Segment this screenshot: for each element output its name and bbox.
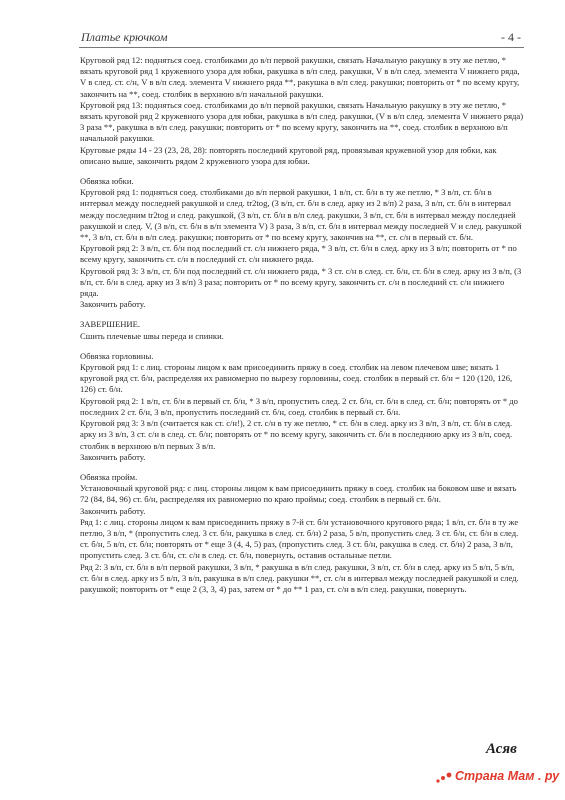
author-signature: Асяв xyxy=(486,741,517,757)
paragraph: Круговые ряды 14 - 23 (23, 28, 28): повторять последний круговой ряд, провязывая кружевной узор для юбки, как описано выше, закончить рядом 2 кружевного узора для юбки. xyxy=(80,144,497,166)
paragraph: Круговой ряд 2: 3 в/п, ст. б/н под последний ст. с/н нижнего ряда, * 3 в/п, ст. б/н в след. арку из 3 в/п; повторить от * по всему кругу, закончить ст. с/н в последний ст. с/н нижнего ряда. xyxy=(80,243,517,265)
paragraph: Круговой ряд 1: подняться соед. столбиками до в/п первой ракушки, 1 в/п, ст. б/н в ту же петлю, * 3 в/п, ст. б/н в интервал между последней ракушкой и след. tr2tog, (3 в/п, ст. б/н в след. арку из 2 в/п) 2 раза, 3 в/п, ст. б/н в интервал между последним tr2tog и след. ракушкой, (3 в/п, ст. б/н в в/п след. ракушки, 3 в/п, ст. б/н в интервал между последней ракушкой и след. V, (3 в/п, ст. б/н в в/п элемента V) 3 раза, 3 в/п, ст. б/н в интервал между последней V и след. ракушкой **, 3 в/п, ст. б/н в в/п след. ракушки; повторить от * по всему кругу, закончив на **, ст. с/н в первый ст. б/н. xyxy=(80,187,522,243)
paragraph: ЗАВЕРШЕНИЕ. xyxy=(80,319,141,330)
paragraph: Закончить работу. xyxy=(80,299,146,310)
paragraph-gap xyxy=(80,167,525,176)
header-rule xyxy=(79,47,524,48)
paragraph: Обвязка горловины. xyxy=(80,350,154,361)
page-number: - 4 - xyxy=(501,30,521,44)
paragraph-gap xyxy=(80,310,525,319)
paragraph: Закончить работу. xyxy=(80,451,146,462)
paragraph-gap xyxy=(80,342,525,351)
watermark-text: Страна Мам . ру xyxy=(455,769,560,783)
page-header xyxy=(81,30,521,48)
paragraph-gap xyxy=(80,463,525,472)
paragraph: Сшить плечевые швы переда и спинки. xyxy=(80,330,224,341)
watermark-dots-icon xyxy=(435,772,453,784)
paragraph: Обвязка пройм. xyxy=(80,471,138,482)
paragraph: Закончить работу. xyxy=(80,505,146,516)
paragraph: Ряд 2: 3 в/п, ст. б/н в в/п первой ракушки, 3 в/п, * ракушка в в/п след. ракушки, 3 в/п, ст. б/н в след. арку из 5 в/п, 5 в/п, ст. б/н в след. арку из 5 в/п, 3 в/п, ракушка в в/п след. ракушки **, ст. с/н в интервал между последней ракушкой и след. ракушкой; повторить от * еще 2 (3, 3, 4) раз, затем от * до ** 1 раз, ст. с/н в в/п след. ракушки, повернуть. xyxy=(80,561,519,594)
site-watermark xyxy=(455,769,559,787)
paragraph: Установочный круговой ряд: с лиц. стороны лицом к вам присоединить пряжу в соед. столбик на боковом шве и вязать 72 (84, 84, 96) ст. б/н, распределяя их равномерно по краю проймы; соед. столбик в первый ст. б/н. xyxy=(80,483,517,505)
paragraph: Круговой ряд 3: 3 в/п, ст. б/н под последний ст. с/н нижнего ряда, * 3 ст. с/н в след. ст. б/н, ст. б/н в след. арку из 3 в/п, (3 в/п, ст. б/н в след. арку из 3 в/п) 3 раза; повторить от * по всему кругу, закончить ст. с/н в последний ст. с/н нижнего ряда. xyxy=(80,265,522,299)
paragraph: Ряд 1: с лиц. стороны лицом к вам присоединить пряжу в 7-й ст. б/н установочного кругового ряда; 1 в/п, ст. б/н в ту же петлю, 3 в/п, * (пропустить след. 3 ст. б/н, ракушка в след. ст. б/н) 2 раза, 5 в/п, пропустить след. 3 ст. б/н, ст. б/н в след. ст. б/н, 5 в/п, ст. б/н; повторять от * еще 3 (4, 4, 5) раз, (пропустить след. 3 ст. б/н, ракушка в след. ст. б/н) 2 раза, 3 в/п, пропустить след. 3 ст. б/н, ст. с/н в след. ст. б/н, повернуть, оставив остальные петли. xyxy=(80,516,519,561)
paragraph: Круговой ряд 1: с лиц. стороны лицом к вам присоединить пряжу в соед. столбик на левом плечевом шве; вязать 1 круговой ряд ст. б/н, распределяя их равномерно по вырезу горловины, соед. столбик в первый ст. б/н = 120 (120, 126, 126) ст. б/н. xyxy=(80,362,513,395)
document-title: Платье крючком xyxy=(81,30,168,44)
paragraph: Круговой ряд 2: 1 в/п, ст. б/н в первый ст. б/н, * 3 в/п, пропустить след. 2 ст. б/н, ст. б/н в след. ст. б/н; повторять от * до последних 2 ст. б/н, 3 в/п, пропустить последний ст. б/н, соед. столбик в первый ст. б/н. xyxy=(80,395,518,417)
paragraph: Обвязка юбки. xyxy=(80,176,134,187)
paragraph: Круговой ряд 13: подняться соед. столбиками до в/п первой ракушки, связать Начальную ракушку в эту же петлю, * вязать круговой ряд 2 кружевного узора для юбки, ракушка в в/п след. ракушки, (V в в/п след. элемента V нижнего ряда) 3 раза **, ракушка в в/п след. ракушки; повторить от * по всему кругу, закончить на **, соед. столбик в верхнюю в/п начальной ракушки. xyxy=(80,99,524,144)
paragraph: Круговой ряд 3: 3 в/п (считается как ст. с/н!), 2 ст. с/н в ту же петлю, * ст. б/н в след. арку из 3 в/п, 3 в/п, ст. б/н в след. арку из 3 в/п, 3 ст. с/н в след. ст. б/н; повторять от * по всему кругу, закончить ст. б/н в последнюю арку из 3 в/п, соед. столбик в верхнюю в/п первых 3 в/п. xyxy=(80,418,513,451)
paragraph: Круговой ряд 12: подняться соед. столбиками до в/п первой ракушки, связать Начальную ракушку в эту же петлю, * вязать круговой ряд 1 кружевного узора для юбки, ракушка в в/п след. ракушки, V в в/п след. элемента V нижнего ряда, V в след. ст. с/н, V в в/п след. элемента V нижнего ряда **, ракушка в в/п след. ракушки; повторить от * по всему кругу, закончить на **, соед. столбик в верхнюю в/п начальной ракушки. xyxy=(80,55,520,99)
document-body xyxy=(80,55,525,595)
